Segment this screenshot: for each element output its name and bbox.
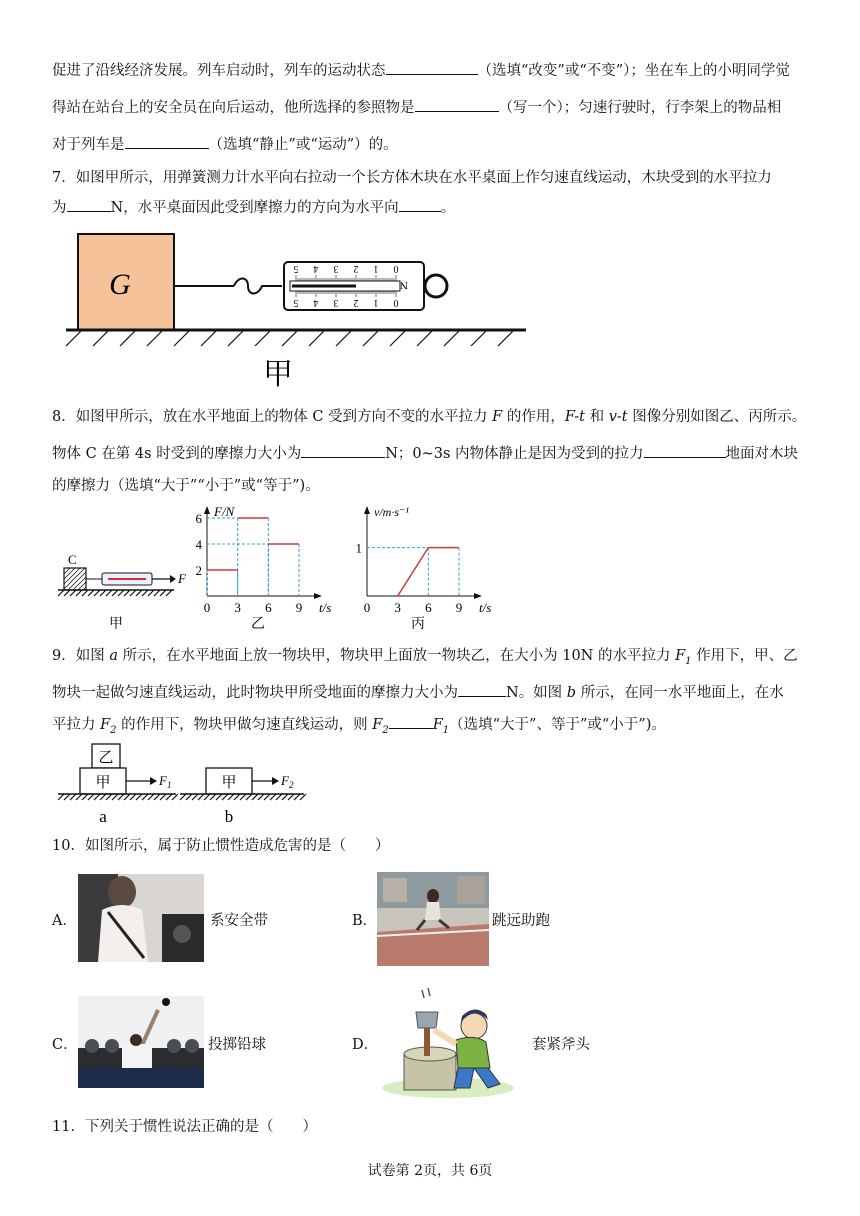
- scale-number: 2: [353, 263, 359, 274]
- block-g-label: G: [109, 268, 131, 301]
- x-tick-label: 0: [363, 600, 371, 615]
- hatch-line: [106, 794, 112, 800]
- hatch-line: [282, 330, 298, 346]
- q9-line-2: [52, 682, 784, 703]
- hatch-line: [120, 330, 136, 346]
- hatch-line: [130, 590, 136, 596]
- q9-blank-2: [389, 714, 433, 729]
- hatch-line: [70, 590, 76, 596]
- hatch-line: [88, 794, 94, 800]
- hatch-line: [234, 794, 240, 800]
- hatch-line: [258, 794, 264, 800]
- hatch-line: [300, 794, 306, 800]
- hatch-line: [276, 794, 282, 800]
- hatch-line: [148, 794, 154, 800]
- y-axis-arrow-icon: [364, 506, 370, 514]
- hatch-line: [288, 794, 294, 800]
- q9-text: 9．如图: [52, 648, 110, 664]
- hatch-line: [210, 794, 216, 800]
- option-b-letter: B．: [352, 913, 378, 929]
- hatch-line: [270, 794, 276, 800]
- q7-line-2: [52, 197, 455, 218]
- q8-text: N；0~3s 内物体静止是因为受到的拉力: [385, 446, 644, 462]
- hatch-line: [204, 794, 210, 800]
- hatch-line: [76, 794, 82, 800]
- hatch-line: [363, 330, 379, 346]
- scale-number: 1: [373, 297, 379, 308]
- x-axis-label: t/s: [319, 600, 332, 615]
- q9-text: b: [566, 685, 577, 701]
- hatch-line: [94, 794, 100, 800]
- q9-text: F: [100, 717, 111, 733]
- force-f1-label: $F_1$: [159, 773, 172, 790]
- hatch-line: [498, 330, 514, 346]
- q6-text: （选填“改变”或“不变”）；坐在车上的小明同学觉: [477, 63, 790, 79]
- scale-number: 1: [373, 263, 379, 274]
- hatch-line: [216, 794, 222, 800]
- q9-line-1: [52, 646, 798, 672]
- q8-text: 图像分别如图乙、丙所示。: [627, 409, 807, 425]
- q9-blank-1: [458, 682, 506, 697]
- q8-line-3: 的摩擦力（选填“大于”“小于”或“等于”)。: [52, 478, 320, 494]
- hatch-line: [166, 794, 172, 800]
- hatch-line: [154, 590, 160, 596]
- arrowhead-icon: [150, 777, 157, 785]
- hatch-line: [417, 330, 433, 346]
- hatch-line: [112, 590, 118, 596]
- x-tick-label: 6: [425, 600, 432, 615]
- q7-text: 。: [440, 200, 456, 216]
- hatch-line: [58, 590, 64, 596]
- q9-text: 所示，在同一水平地面上，在水: [576, 685, 784, 701]
- q9-text: F: [675, 648, 686, 664]
- x-axis-arrow-icon: [314, 593, 322, 599]
- ground-hatch-a: [58, 794, 178, 800]
- seatbelt-photo: [78, 874, 204, 962]
- x-axis-label: t/s: [479, 600, 492, 615]
- hatch-line: [282, 794, 288, 800]
- hatch-line: [336, 330, 352, 346]
- axe-cartoon: [378, 984, 528, 1098]
- option-d-letter: D．: [352, 1037, 379, 1053]
- q8-text: 物体 C 在第 4s 时受到的摩擦力大小为: [52, 446, 302, 462]
- hatch-line: [70, 794, 76, 800]
- q9-text: （选填“大于”、等于”或“小于”)。: [449, 717, 666, 733]
- hatch-line: [166, 590, 172, 596]
- hatch-line: [180, 794, 186, 800]
- q6-line-1: [52, 60, 790, 81]
- q6-line-2: [52, 97, 781, 118]
- y-tick-label: 1: [355, 540, 362, 556]
- q8-text: v-t: [608, 409, 628, 425]
- arrowhead-icon: [170, 575, 176, 583]
- hatch-line: [174, 330, 190, 346]
- hatch-line: [136, 794, 142, 800]
- hatch-line: [471, 330, 487, 346]
- hatch-line: [240, 794, 246, 800]
- hatch-line: [160, 794, 166, 800]
- hatch-line: [147, 330, 163, 346]
- q8-blank-1: [301, 443, 385, 458]
- q6-text: （写一个）；匀速行驶时，行李架上的物品相: [498, 100, 782, 116]
- q8-line-2: [52, 443, 798, 464]
- hatch-line: [112, 794, 118, 800]
- hatch-line: [294, 794, 300, 800]
- scale-number: 0: [393, 263, 399, 274]
- page-footer: 试卷第 2页，共 6页: [367, 1163, 493, 1179]
- q8-text: 8．如图甲所示，放在水平地面上的物体 C 受到方向不变的水平拉力: [52, 409, 493, 425]
- q7-text: 为: [52, 200, 67, 216]
- q6-blank-1: [386, 60, 478, 75]
- q6-blank-3: [125, 134, 209, 149]
- hatch-line: [142, 794, 148, 800]
- option-b-text: 跳远助跑: [492, 913, 550, 929]
- option-a-letter: A．: [52, 913, 77, 929]
- q6-text: 对于列车是: [52, 137, 125, 153]
- x-tick-label: 9: [295, 600, 303, 615]
- q7-text: N，水平桌面因此受到摩擦力的方向为水平向: [110, 200, 399, 216]
- hook-icon: [234, 279, 282, 294]
- q8-text: F-t: [564, 409, 585, 425]
- scale-number: 3: [333, 297, 339, 308]
- q7-blank-2: [399, 197, 441, 212]
- hatch-line: [76, 590, 82, 596]
- hatch-line: [142, 590, 148, 596]
- q9-text: 2: [382, 724, 389, 736]
- long-jump-photo: [377, 872, 489, 966]
- hatch-line: [82, 590, 88, 596]
- shot-put-photo: [78, 996, 204, 1088]
- q8-fig-a-caption: 甲: [109, 617, 123, 632]
- hatch-line: [130, 794, 136, 800]
- block-jia-a-label: 甲: [95, 775, 111, 791]
- chart-caption: 乙: [251, 617, 265, 632]
- hatch-line: [309, 330, 325, 346]
- chart-caption: 丙: [411, 617, 425, 632]
- hatch-line: [201, 330, 217, 346]
- hatch-line: [136, 590, 142, 596]
- ground-hatch: [58, 590, 172, 596]
- q9-text: F: [372, 717, 383, 733]
- q9-text: 作用下，甲、乙: [691, 648, 798, 664]
- hatch-line: [160, 590, 166, 596]
- block-c: [64, 568, 86, 590]
- hatch-line: [264, 794, 270, 800]
- hatch-line: [88, 590, 94, 596]
- hatch-line: [154, 794, 160, 800]
- x-tick-label: 0: [203, 600, 211, 615]
- q9-text: 1: [685, 655, 692, 667]
- q6-text: 得站在站台上的安全员在向后运动，他所选择的参照物是: [52, 100, 415, 116]
- scale-number: 4: [313, 263, 319, 274]
- option-c-text: 投掷铅球: [208, 1037, 266, 1053]
- q9-text: 1: [442, 724, 450, 736]
- hatch-line: [94, 590, 100, 596]
- x-tick-label: 6: [265, 600, 272, 615]
- x-tick-label: 3: [394, 600, 401, 615]
- hatch-line: [192, 794, 198, 800]
- x-tick-label: 3: [234, 600, 241, 615]
- fig-a-caption: a: [99, 807, 107, 826]
- scale-number: 3: [333, 263, 339, 274]
- hatch-line: [444, 330, 460, 346]
- q10-stem: 10．如图所示，属于防止惯性造成危害的是（ ）: [52, 838, 390, 854]
- block-jia-b-label: 甲: [221, 775, 237, 791]
- q8-blank-2: [644, 443, 726, 458]
- q8-line-1: [52, 407, 806, 427]
- block-c-label: C: [68, 552, 77, 567]
- hatch-line: [106, 590, 112, 596]
- hatch-line: [390, 330, 406, 346]
- option-c-letter: C．: [52, 1037, 78, 1053]
- q9-text: F: [432, 717, 443, 733]
- q9-line-3: [52, 714, 666, 741]
- hatch-line: [118, 590, 124, 596]
- hatch-line: [82, 794, 88, 800]
- scale-number: 0: [393, 297, 399, 308]
- q9-text: N。如图: [506, 685, 567, 701]
- hatch-line: [100, 590, 106, 596]
- table-hatch: [66, 330, 514, 346]
- option-a-text: 系安全带: [210, 913, 268, 929]
- arrowhead-icon: [272, 777, 279, 785]
- q9-text: 2: [110, 724, 117, 736]
- y-tick-label: 6: [195, 511, 202, 526]
- q8-text: 的作用，: [502, 409, 565, 425]
- y-axis-label: v/m·s⁻¹: [374, 505, 409, 519]
- ring-icon: [425, 275, 447, 297]
- option-d-text: 套紧斧头: [532, 1037, 590, 1053]
- scale-number: 5: [293, 263, 299, 274]
- hatch-line: [198, 794, 204, 800]
- hatch-line: [58, 794, 64, 800]
- hatch-line: [228, 794, 234, 800]
- hatch-line: [64, 794, 70, 800]
- scale-number: 5: [293, 297, 299, 308]
- q7-figure: [56, 228, 536, 394]
- q7-caption: 甲: [263, 358, 293, 391]
- ground-hatch-b: [180, 794, 306, 800]
- hatch-line: [172, 794, 178, 800]
- q7-blank-1: [67, 197, 111, 212]
- chart-v-t: [350, 500, 500, 632]
- q6-text: （选填“静止”或“运动”）的。: [208, 137, 398, 153]
- hatch-line: [66, 330, 82, 346]
- q6-text: 促进了沿线经济发展。列车启动时，列车的运动状态: [52, 63, 386, 79]
- scale-number: 4: [313, 297, 319, 308]
- q9-figure: [56, 740, 316, 826]
- q9-text: 所示，在水平地面上放一物块甲，物块甲上面放一物块乙，在大小为 10N 的水平拉力: [118, 648, 676, 664]
- scale-unit: N: [400, 279, 408, 291]
- hatch-line: [124, 590, 130, 596]
- x-axis-arrow-icon: [474, 593, 482, 599]
- q9-text: 平拉力: [52, 717, 101, 733]
- x-tick-label: 9: [455, 600, 463, 615]
- spring-scale: [284, 262, 447, 310]
- hatch-line: [228, 330, 244, 346]
- hatch-line: [186, 794, 192, 800]
- q11-stem: 11．下列关于惯性说法正确的是（ ）: [52, 1119, 317, 1135]
- q8-text: 地面对木块: [725, 446, 799, 462]
- q8-fig-a: [56, 550, 196, 632]
- hatch-line: [255, 330, 271, 346]
- hatch-line: [118, 794, 124, 800]
- hatch-line: [252, 794, 258, 800]
- force-f2-label: $F_2$: [281, 773, 294, 790]
- hatch-line: [93, 330, 109, 346]
- q6-line-3: [52, 134, 398, 155]
- fig-b-caption: b: [224, 807, 234, 826]
- scale-number: 2: [353, 297, 359, 308]
- hatch-line: [124, 794, 130, 800]
- hatch-line: [148, 590, 154, 596]
- q9-text: 的作用下，物块甲做匀速直线运动，则: [116, 717, 373, 733]
- y-axis-arrow-icon: [204, 506, 210, 514]
- y-tick-label: 2: [195, 563, 202, 578]
- q8-text: 和: [584, 409, 609, 425]
- hatch-line: [246, 794, 252, 800]
- q9-text: 物块一起做匀速直线运动，此时物块甲所受地面的摩擦力大小为: [52, 685, 458, 701]
- block-yi-label: 乙: [98, 750, 114, 766]
- data-segment: [398, 548, 429, 596]
- q8-text: F: [492, 409, 503, 425]
- hatch-line: [64, 590, 70, 596]
- hatch-line: [100, 794, 106, 800]
- q7-line-1: 7．如图甲所示，用弹簧测力计水平向右拉动一个长方体木块在水平桌面上作匀速直线运动，木块受到的水平拉力: [52, 170, 772, 186]
- force-label: F: [178, 571, 186, 586]
- q9-text: a: [109, 648, 118, 664]
- q6-blank-2: [415, 97, 499, 112]
- y-axis-label: F/N: [214, 504, 235, 519]
- hatch-line: [222, 794, 228, 800]
- chart-f-t: [190, 500, 340, 632]
- y-tick-label: 4: [195, 537, 202, 552]
